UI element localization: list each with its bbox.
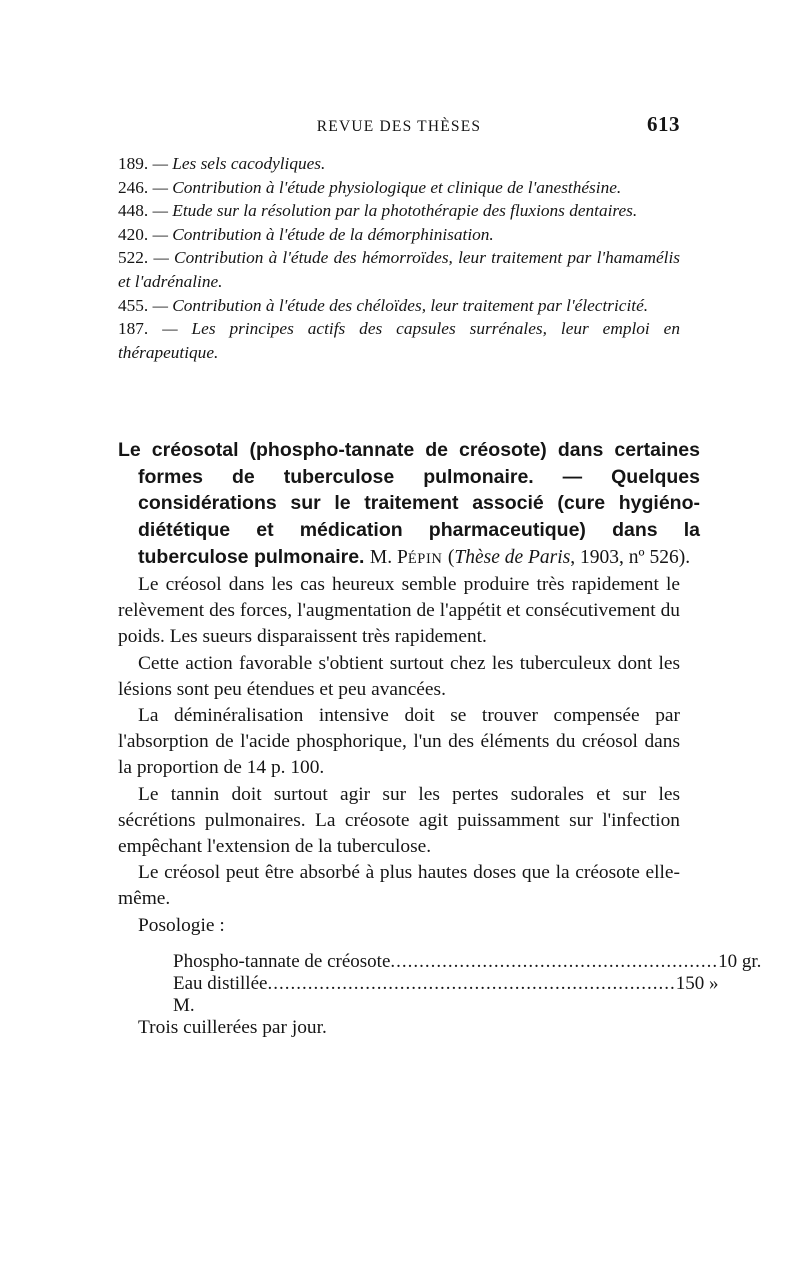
article-reference: [448, 547, 690, 568]
thesis-list: [118, 152, 680, 364]
list-item-number: 189.: [118, 154, 149, 173]
list-item: [118, 152, 680, 176]
list-item-title: — Contribution à l'étude des hémorroïdes, leur traitement par l'hamamélis et l'adrénaline.: [118, 248, 680, 291]
list-item: [118, 246, 680, 293]
list-item-number: 246.: [118, 177, 149, 197]
list-item: [118, 199, 680, 223]
article-heading: [118, 437, 700, 573]
paragraph: Le tannin doit surtout agir sur les pertes sudorales et sur les sécrétions pulmonaires. La créosote agit puissamment sur l'infection empêchant l'extension de la tuberculose.: [118, 783, 680, 858]
reference-details: , 1903, nº 526).: [570, 546, 691, 568]
list-item-title: — Etude sur la résolution par la photothérapie des fluxions dentaires.: [148, 201, 638, 221]
page-number: 613: [647, 112, 680, 136]
reference-source: Thèse de Paris: [454, 546, 571, 568]
list-item-title: — Contribution à l'étude des chéloïdes, leur traitement par l'électricité.: [148, 295, 649, 315]
page-header: [118, 112, 680, 146]
running-title: REVUE DES THÈSES: [316, 118, 482, 135]
dot-leader: .......................................................................: [267, 973, 676, 994]
list-item: [118, 317, 680, 364]
article-body: [118, 572, 680, 939]
article-title: Le créosotal (phospho-tannate de créosote) dans certaines formes de tuberculose pulmonaire. — Quelques considérations sur le traitement associé (cure hygiéno-diététique et médication pharmaceutique) dans la tuberculose pulmonaire.: [118, 439, 700, 568]
list-item-number: 420.: [118, 224, 149, 244]
prescription: [173, 951, 762, 1017]
list-item-title: — Les principes actifs des capsules surrénales, leur emploi en thérapeutique.: [118, 319, 680, 362]
author-smallcaps: ÉPIN: [407, 550, 443, 567]
prescription-row: [173, 973, 719, 995]
list-item-number: 187.: [118, 319, 149, 339]
list-item: [118, 223, 680, 247]
dot-leader: .........................................................: [390, 951, 719, 972]
list-item-title: — Contribution à l'étude de la démorphinisation.: [148, 224, 494, 244]
article-author: [370, 547, 443, 568]
paragraph: Posologie :: [138, 914, 225, 936]
list-item-title: — Contribution à l'étude physiologique et clinique de l'anesthésine.: [148, 177, 622, 197]
ingredient-name: Eau distillée: [173, 973, 268, 994]
ingredient-quantity: 150 »: [675, 973, 719, 994]
prescription-row: [173, 951, 762, 973]
author-prefix: M. P: [369, 546, 408, 568]
ingredient-quantity: 10 gr.: [718, 951, 762, 972]
list-item-title: — Les sels cacodyliques.: [148, 154, 326, 173]
paragraph: La déminéralisation intensive doit se trouver compensée par l'absorption de l'acide phosphorique, l'un des éléments du créosol dans la proportion de 14 p. 100.: [118, 705, 680, 779]
list-item: [118, 176, 680, 200]
list-item-number: 522.: [118, 248, 149, 268]
list-item: [118, 294, 680, 318]
list-item-number: 455.: [118, 295, 149, 315]
ingredient-name: Phospho-tannate de créosote: [173, 951, 391, 972]
paragraph: Le créosol dans les cas heureux semble produire très rapidement le relèvement des forces, l'augmentation de l'appétit et consécutivement du poids. Les sueurs disparaissent très rapidement.: [118, 574, 680, 648]
reference-open-paren: (: [447, 546, 455, 568]
list-item-number: 448.: [118, 201, 149, 221]
paragraph: Le créosol peut être absorbé à plus hautes doses que la créosote elle-même.: [118, 862, 680, 910]
dosage-instruction: Trois cuillerées par jour.: [138, 1017, 327, 1038]
paragraph: Cette action favorable s'obtient surtout chez les tuberculeux dont les lésions sont peu étendues et peu avancées.: [118, 652, 680, 700]
prescription-mix: M.: [173, 995, 195, 1016]
